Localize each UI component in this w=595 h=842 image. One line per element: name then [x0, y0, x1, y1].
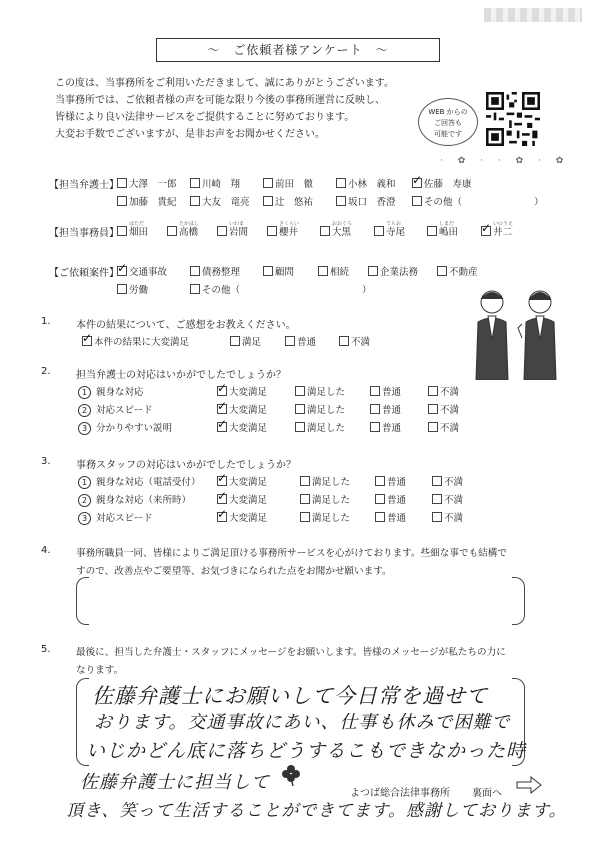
checkbox[interactable] [374, 226, 384, 236]
q3-row-label: 2 親身な対応（来所時） [78, 492, 191, 507]
q2-option[interactable]: 普通 [370, 420, 401, 434]
q2-row-label: 3 分かりやすい説明 [78, 420, 172, 435]
case-option[interactable]: ✓ 交通事故 [117, 264, 167, 278]
checkbox[interactable] [375, 512, 385, 522]
handwritten-message-line: 佐藤弁護士にお願いして今日常を過せて [92, 684, 488, 708]
q2-option[interactable]: 不満 [428, 402, 459, 416]
q3-option[interactable]: 不満 [432, 474, 463, 488]
checkbox[interactable] [432, 476, 442, 486]
checkbox[interactable] [263, 266, 273, 276]
checkbox-checked[interactable] [412, 178, 422, 188]
lawyer-option[interactable]: 坂口 香澄 [336, 194, 396, 208]
checkbox-checked[interactable] [217, 512, 227, 522]
question-3-text: 事務スタッフの対応はいかがでしたでしょうか？ [76, 460, 296, 471]
checkbox[interactable] [412, 196, 422, 206]
checkbox[interactable] [285, 336, 295, 346]
checkbox[interactable] [375, 494, 385, 504]
staff-option[interactable]: たかはし 高橋 [167, 224, 198, 238]
checkbox[interactable] [190, 178, 200, 188]
q1-option[interactable]: 満足 [230, 334, 261, 348]
intro-text [55, 75, 394, 143]
checkbox[interactable] [370, 422, 380, 432]
q3-option[interactable]: ✓ 大変満足 [217, 492, 267, 506]
lawyer-other-close: ） [534, 197, 544, 208]
q1-option[interactable]: ✓本件の結果に大変満足 [82, 334, 189, 348]
question-2-text: 担当弁護士の対応はいかがでしたでしょうか？ [76, 370, 286, 381]
handwritten-message-line: いじかどん底に落ちどうするこもできなかった時 [86, 740, 527, 762]
checkbox[interactable] [370, 386, 380, 396]
question-number: 4. [41, 545, 51, 556]
intro-line: 皆様により良い法律サービスをご提供することに努めております。 [55, 112, 355, 123]
checkbox[interactable] [217, 226, 227, 236]
checkbox[interactable] [300, 494, 310, 504]
case-option[interactable]: 相続 [318, 264, 349, 278]
q1-option[interactable]: 不満 [339, 334, 370, 348]
checkbox[interactable] [117, 284, 127, 294]
q2-option[interactable]: 普通 [370, 384, 401, 398]
q2-option[interactable]: 満足した [295, 384, 345, 398]
q3-option[interactable]: 不満 [432, 510, 463, 524]
checkbox[interactable] [300, 512, 310, 522]
checkbox-checked[interactable] [117, 266, 127, 276]
q2-option[interactable]: 不満 [428, 420, 459, 434]
handwritten-message-line: おります。交通事故にあい、仕事も休みで困難で [94, 712, 511, 733]
checkbox[interactable] [339, 336, 349, 346]
lawyers-illustration-icon [462, 280, 572, 380]
q2-option[interactable]: 満足した [295, 420, 345, 434]
q2-option[interactable]: 不満 [428, 384, 459, 398]
lawyer-option[interactable]: 大友 竜亮 [190, 194, 250, 208]
checkbox-checked[interactable] [82, 336, 92, 346]
checkbox[interactable] [300, 476, 310, 486]
bubble-line: 可能です [434, 130, 462, 138]
staff-option[interactable]: しまだ 嶋田 [427, 224, 458, 238]
question-number: 2. [41, 366, 51, 377]
arrow-right-icon[interactable] [516, 776, 542, 794]
case-option[interactable]: 不動産 [437, 264, 478, 278]
checkbox[interactable] [295, 404, 305, 414]
case-option[interactable]: 顧問 [263, 264, 294, 278]
lawyer-option[interactable]: 大澤 一郎 [117, 176, 177, 190]
case-option[interactable]: 企業法務 [368, 264, 418, 278]
q2-option[interactable]: 満足した [295, 402, 345, 416]
checkbox[interactable] [263, 196, 273, 206]
checkbox-checked[interactable] [217, 422, 227, 432]
q3-option[interactable]: 満足した [300, 474, 350, 488]
question-4-text-cont: すので、改善点やご要望等、お気づきになられた点をお聞かせ願います。 [76, 566, 392, 577]
intro-line: 大変お手数でございますが、是非お声をお聞かせください。 [55, 129, 325, 140]
qr-code-icon[interactable] [486, 92, 540, 146]
checkbox[interactable] [295, 386, 305, 396]
case-option[interactable]: 債務整理 [190, 264, 240, 278]
checkbox[interactable] [190, 284, 200, 294]
decorative-clover-dots: · ✿ · · ✿ · ✿ [440, 156, 570, 166]
lawyer-option-other[interactable]: その他（ [412, 194, 462, 208]
lawyer-option[interactable]: 小林 義和 [336, 176, 396, 190]
question-number: 3. [41, 456, 51, 467]
q3-option[interactable]: 満足した [300, 492, 350, 506]
question-5-text-cont: なります。 [76, 665, 124, 676]
checkbox[interactable] [375, 476, 385, 486]
q3-option[interactable]: 普通 [375, 510, 406, 524]
checkbox[interactable] [320, 226, 330, 236]
question-1-text: 本件の結果について、ご感想をお教えください。 [76, 320, 296, 331]
q2-option[interactable]: ✓ 大変満足 [217, 384, 267, 398]
q2-option[interactable]: 普通 [370, 402, 401, 416]
checkbox[interactable] [190, 196, 200, 206]
handwritten-message-line: 佐藤弁護士に担当して [80, 772, 270, 793]
checkbox[interactable] [117, 178, 127, 188]
next-page-label[interactable]: 裏面へ [472, 788, 502, 799]
lawyer-option[interactable]: 辻 悠祐 [263, 194, 313, 208]
checkbox[interactable] [336, 196, 346, 206]
redacted-header [484, 8, 582, 22]
checkbox[interactable] [437, 266, 447, 276]
checkbox[interactable] [428, 404, 438, 414]
case-other-close: ） [362, 285, 372, 296]
q3-option[interactable]: 不満 [432, 492, 463, 506]
checkbox[interactable] [167, 226, 177, 236]
checkbox-checked[interactable] [217, 494, 227, 504]
q3-row-label: 1 親身な対応（電話受付） [78, 474, 201, 489]
checkbox[interactable] [267, 226, 277, 236]
checkbox-checked[interactable] [217, 386, 227, 396]
checkbox[interactable] [428, 386, 438, 396]
checkbox[interactable] [428, 422, 438, 432]
firm-name: よつば総合法律事務所 [350, 788, 450, 799]
checkbox[interactable] [370, 404, 380, 414]
q3-option[interactable]: 満足した [300, 510, 350, 524]
lawyer-label: 【担当弁護士】 [49, 180, 119, 191]
checkbox-checked[interactable] [217, 476, 227, 486]
checkbox[interactable] [432, 512, 442, 522]
lawyer-option[interactable]: 川崎 翔 [190, 176, 240, 190]
staff-option[interactable]: はただ 畑田 [117, 224, 148, 238]
web-answer-bubble [418, 98, 478, 146]
intro-line: この度は、当事務所をご利用いただきまして、誠にありがとうございます。 [55, 78, 394, 89]
lawyer-option[interactable]: 前田 徹 [263, 176, 313, 190]
staff-option[interactable]: てらお 寺尾 [374, 224, 405, 238]
checkbox-checked[interactable] [217, 404, 227, 414]
q3-option[interactable]: 普通 [375, 474, 406, 488]
staff-option[interactable]: さくらい 櫻井 [267, 224, 298, 238]
comment-box-left[interactable] [76, 577, 89, 625]
question-number: 1. [41, 316, 51, 327]
q3-option[interactable]: ✓ 大変満足 [217, 510, 267, 524]
checkbox[interactable] [190, 266, 200, 276]
staff-option[interactable]: おおぐろ 大黒 [320, 224, 351, 238]
lawyer-option[interactable]: ✓ 佐藤 寿康 [412, 176, 472, 190]
bubble-line: ご回答も [434, 119, 462, 127]
checkbox[interactable] [117, 196, 127, 206]
q2-row-label: 1 親身な対応 [78, 384, 144, 399]
handwritten-message-line: 頂き、笑って生活することができてます。感謝しております。 [66, 801, 567, 821]
q2-option[interactable]: ✓ 大変満足 [217, 402, 267, 416]
checkbox[interactable] [230, 336, 240, 346]
q3-option[interactable]: 普通 [375, 492, 406, 506]
page-title: ～ ご依頼者様アンケート ～ [156, 38, 440, 62]
q3-row-label: 3 対応スピード [78, 510, 153, 525]
question-number: 5. [41, 644, 51, 655]
staff-option[interactable]: ✓ いのうえ 井二 [481, 224, 512, 238]
staff-label: 【担当事務員】 [49, 228, 119, 239]
staff-option[interactable]: いわま 岩間 [217, 224, 248, 238]
bubble-line: WEB からの [428, 108, 468, 116]
case-option-other[interactable]: その他（ [190, 282, 240, 296]
lawyer-option[interactable]: 加藤 貴紀 [117, 194, 177, 208]
case-option[interactable]: 労働 [117, 282, 148, 296]
question-5-text: 最後に、担当した弁護士・スタッフにメッセージをお願いします。皆様のメッセージが私たちの力に [76, 647, 506, 658]
q3-option[interactable]: ✓ 大変満足 [217, 474, 267, 488]
question-4-text: 事務所職員一同、皆様によりご満足頂ける事務所サービスを心がけております。些細な事でも結構で [76, 548, 507, 559]
q1-option[interactable]: 普通 [285, 334, 316, 348]
comment-box-right[interactable] [512, 577, 525, 625]
q2-option[interactable]: ✓ 大変満足 [217, 420, 267, 434]
checkbox[interactable] [336, 178, 346, 188]
checkbox[interactable] [295, 422, 305, 432]
checkbox[interactable] [263, 178, 273, 188]
checkbox[interactable] [432, 494, 442, 504]
checkbox-checked[interactable] [481, 226, 491, 236]
checkbox[interactable] [368, 266, 378, 276]
intro-line: 当事務所では、ご依頼者様の声を可能な限り今後の事務所運営に反映し、 [55, 95, 385, 106]
checkbox[interactable] [427, 226, 437, 236]
checkbox[interactable] [318, 266, 328, 276]
q2-row-label: 2 対応スピード [78, 402, 153, 417]
checkbox[interactable] [117, 226, 127, 236]
clover-logo-icon [280, 763, 302, 787]
case-label: 【ご依頼案件】 [49, 268, 119, 279]
